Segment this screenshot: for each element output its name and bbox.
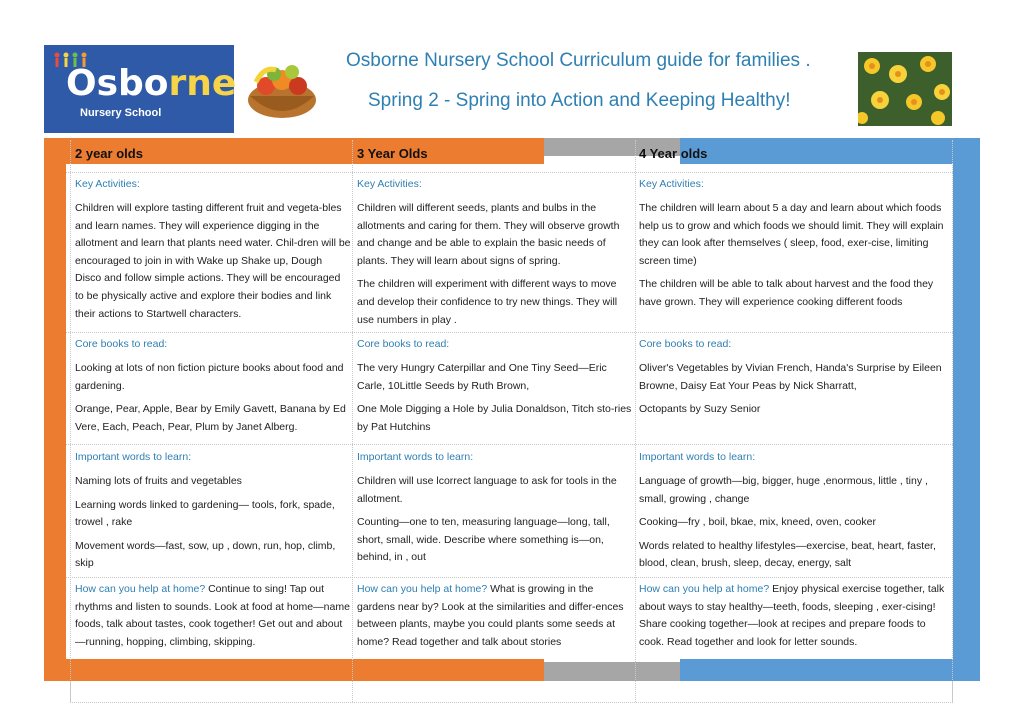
words-text: Naming lots of fruits and vegetables (75, 475, 242, 487)
grid-line (66, 332, 953, 333)
school-logo (44, 45, 237, 133)
frame-grey-band-bottom (544, 662, 680, 681)
books-text: Octopants by Suzy Senior (639, 403, 761, 416)
column-3-year-olds (357, 145, 633, 648)
section-label: Key Activities: (75, 178, 140, 190)
key-activities-text: Children will different seeds, plants and bulbs in the allotments and caring for them. They will observe growth and change and be able to explain the basic needs of plants. They will learn about signs of spring. (357, 202, 620, 267)
help-question: How can you help at home? (357, 583, 488, 595)
key-activities-section (639, 176, 949, 312)
grid-line (952, 140, 953, 702)
books-text: One Mole Digging a Hole by Julia Donaldson, Titch sto-ries by Pat Hutchins (357, 403, 632, 433)
section-label: Important words to learn: (357, 451, 474, 463)
important-words-section (357, 449, 633, 567)
grid-line (352, 140, 353, 702)
section-label: Core books to read: (639, 338, 732, 350)
section-label: Important words to learn: (75, 451, 192, 463)
books-text: Looking at lots of non fiction picture books about food and gardening. (75, 362, 344, 392)
words-text: Cooking—fry , boil, bkae, mix, kneed, oven, cooker (639, 516, 876, 529)
help-at-home-section (639, 581, 949, 651)
important-words-section (639, 449, 949, 573)
section-label: Core books to read: (357, 338, 450, 350)
logo-wordmark: Osborne (66, 63, 237, 104)
words-text: Counting—one to ten, measuring language—long, tall, short, small, wide. Describe where something is—on, behind, in , out (357, 516, 610, 564)
fruit-basket-image (242, 52, 322, 126)
grid-line (66, 444, 953, 445)
grid-line (70, 140, 71, 702)
daffodils-image (858, 52, 952, 126)
core-books-section (357, 336, 633, 436)
help-at-home-section (75, 581, 351, 651)
help-question: How can you help at home? (75, 583, 206, 595)
section-label: Key Activities: (357, 178, 422, 190)
column-2-year-olds (75, 145, 351, 648)
section-label: Core books to read: (75, 338, 168, 350)
key-activities-text: The children will be able to talk about harvest and the food they have grown. They will experience cooking different foods (639, 278, 934, 308)
help-text: Enjoy physical exercise together, talk about ways to stay healthy—teeth, foods, sleeping , exer-cising! Share cooking together—look at recipes and prepare foods to cook. Read together and look for letter sounds. (639, 583, 945, 648)
core-books-section (75, 336, 351, 436)
words-text: Words related to healthy lifestyles—exercise, beat, heart, faster, blood, clean, brush, sleep, decay, energy, salt (639, 539, 936, 570)
grid-line (66, 577, 953, 578)
logo-subtext: Nursery School (80, 107, 162, 119)
core-books-section (639, 336, 949, 419)
help-text: What is growing in the gardens near by? Look at the similarities and differ-ences between plants, maybe you could plants some seeds at home? Read together and talk about stories (357, 583, 624, 648)
books-text: Oliver's Vegetables by Vivian French, Handa's Surprise by Eileen Browne, Daisy Eat Your Peas by Nick Sharratt, (639, 362, 942, 392)
help-at-home-section (357, 581, 633, 651)
page-title: Osborne Nursery School Curriculum guide for families . (346, 50, 811, 71)
column-heading: 3 Year Olds (357, 146, 428, 161)
words-text: Learning words linked to gardening— tools, fork, spade, trowel , rake (75, 498, 335, 529)
key-activities-section (75, 176, 351, 323)
books-text: The very Hungry Caterpillar and One Tiny Seed—Eric Carle, 10Little Seeds by Ruth Brown, (357, 362, 607, 392)
help-question: How can you help at home? (639, 583, 770, 595)
key-activities-text: The children will learn about 5 a day and learn about which foods help us to grow and which foods we should limit. They will explain they can look after themselves ( sleep, food, exer-cise, limiting screen time) (639, 202, 944, 267)
important-words-section (75, 449, 351, 573)
help-text: Continue to sing! Tap out rhythms and listen to sounds. Look at food at home—name foods, talk about tastes, cook together! Get out and about—running, hopping, climbing, skipping. (75, 583, 350, 648)
books-text: Orange, Pear, Apple, Bear by Emily Gavett, Banana by Ed Vere, Each, Peach, Pear, Plum by Janet Alberg. (75, 403, 346, 433)
key-activities-text: The children will experiment with different ways to move and develop their confidence to try new things. They will use numbers in play . (357, 278, 618, 326)
column-heading: 2 year olds (75, 146, 143, 161)
words-text: Movement words—fast, sow, up , down, run, hop, climb, skip (75, 539, 336, 570)
column-heading: 4 Year olds (639, 146, 708, 161)
words-text: Language of growth—big, bigger, huge ,enormous, little , tiny , small, growing , change (639, 475, 928, 505)
key-activities-section (357, 176, 633, 329)
grid-line (66, 172, 953, 173)
key-activities-text: Children will explore tasting different fruit and vegeta-bles and learn names. They will experience digging in the allotment and learn that plants need water. Chil-dren will be encouraged to join in with Wake up Shake up, Dough Disco and follow simple actions. They will be encouraged to be physically active and explore their bodies and link their actions to Startwell characters. (75, 202, 351, 320)
column-4-year-olds (639, 145, 949, 648)
section-label: Important words to learn: (639, 451, 756, 463)
words-text: Children will use lcorrect language to ask for tools in the allotment. (357, 475, 617, 505)
section-label: Key Activities: (639, 178, 704, 190)
empty-footer-row (70, 681, 953, 703)
page-subtitle: Spring 2 - Spring into Action and Keeping Healthy! (368, 90, 791, 111)
grid-line (635, 140, 636, 702)
